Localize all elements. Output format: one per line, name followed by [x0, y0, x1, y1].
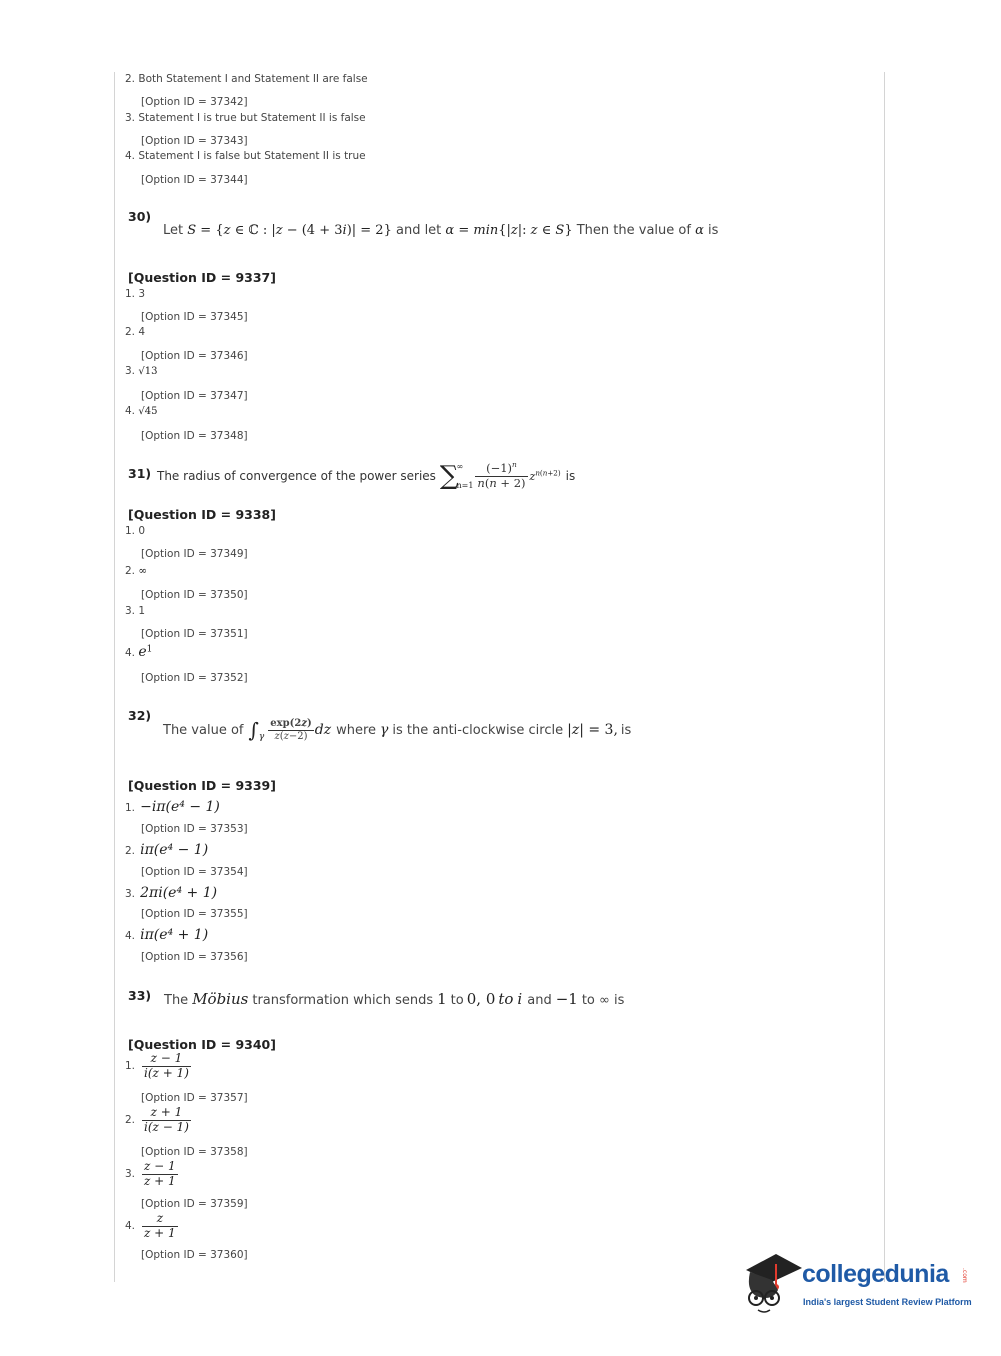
q33-text-to-2: to [498, 990, 514, 1008]
q32-option-3-id: [Option ID = 37355] [141, 908, 248, 920]
option-numerator: z + 1 [150, 1105, 183, 1119]
q32-text [163, 718, 631, 742]
option-number: 2. [125, 326, 136, 338]
q31-sum-upper: ∞ [456, 462, 464, 471]
page-border-right [884, 72, 885, 1282]
q31-power: $z^{n(n+2)}$ [529, 467, 561, 483]
q33-option-2-id: [Option ID = 37358] [141, 1146, 248, 1158]
q33-mobius: Möbius [192, 990, 249, 1008]
option-number: 3. [125, 112, 136, 124]
q32-integrand [268, 718, 313, 742]
q30-text-is: is [708, 223, 719, 238]
option-text: 2πi(e⁴ + 1) [140, 885, 218, 901]
q33-value-zeros: 0, 0 [466, 990, 496, 1008]
q31-question-id: [Question ID = 9338] [128, 507, 276, 522]
q33-text-the: The [164, 993, 189, 1008]
option-number: 4. [125, 930, 136, 942]
q29-option-3 [125, 112, 366, 124]
q30-option-4 [125, 405, 157, 417]
q32-integral-path: γ [258, 732, 265, 742]
q31-term-denominator: n(n + 2) [477, 475, 526, 490]
q31-option-1-id: [Option ID = 37349] [141, 548, 248, 560]
option-text: √13 [138, 366, 158, 377]
q32-integral-sign: ∫ [248, 718, 259, 742]
q31-text-is: is [565, 469, 576, 483]
q32-text-is: is [620, 722, 632, 738]
logo-suffix: .com [961, 1268, 968, 1283]
option-number: 3. [125, 365, 136, 377]
option-text: −iπ(e⁴ − 1) [140, 799, 220, 815]
option-fraction [142, 1106, 191, 1135]
option-number: 4. [125, 647, 136, 659]
q31-sum-symbol: ∑ [439, 461, 459, 491]
option-text: Both Statement I and Statement II are false [138, 73, 368, 85]
q31-term-numerator: $(-1)^n$ [486, 460, 517, 476]
q31-term-fraction [475, 462, 527, 489]
q33-value-one: 1 [437, 990, 447, 1008]
q32-option-4-id: [Option ID = 37356] [141, 951, 248, 963]
option-numerator: z − 1 [144, 1159, 176, 1173]
q33-value-minus-one: −1 [555, 990, 578, 1008]
q31-text [157, 462, 575, 490]
q33-option-1-id: [Option ID = 37357] [141, 1092, 248, 1104]
collegedunia-logo[interactable] [742, 1250, 972, 1322]
q33-option-3 [125, 1160, 178, 1189]
q31-number: 31) [128, 466, 152, 481]
q29-option-4-id: [Option ID = 37344] [141, 174, 248, 186]
option-number: 2. [125, 565, 136, 577]
q33-text [164, 990, 624, 1008]
q31-option-3 [125, 605, 145, 617]
option-number: 4. [125, 405, 136, 417]
option-text: Statement I is false but Statement II is true [138, 150, 366, 162]
q33-question-id: [Question ID = 9340] [128, 1037, 276, 1052]
option-number: 2. [125, 1114, 136, 1127]
q32-text-value: The value of [163, 722, 244, 738]
q30-option-2-id: [Option ID = 37346] [141, 350, 248, 362]
option-text: ∞ [138, 565, 148, 577]
option-exponent: 1 [146, 644, 153, 655]
q30-option-2 [125, 326, 145, 338]
q33-text-to-1: to [450, 993, 464, 1008]
q33-value-i: i [517, 990, 523, 1008]
logo-wordmark: collegedunia [802, 1260, 949, 1288]
option-denominator: i(z + 1) [144, 1065, 189, 1080]
q30-text [163, 223, 718, 238]
q32-dz: dz [314, 722, 332, 738]
page-border-left [114, 72, 115, 1282]
q29-option-4 [125, 150, 366, 162]
option-number: 4. [125, 1220, 136, 1233]
q32-text-where: where [336, 722, 377, 738]
q31-option-4-id: [Option ID = 37352] [141, 672, 248, 684]
q33-text-and: and [527, 993, 552, 1008]
option-text: 0 [138, 525, 146, 537]
option-text: 4 [138, 326, 146, 338]
q32-circle-equation: |z| = 3, [567, 722, 618, 738]
q29-option-2 [125, 73, 368, 85]
q33-option-4 [125, 1212, 178, 1241]
q32-option-2 [125, 839, 208, 858]
q30-number: 30) [128, 209, 152, 224]
q32-option-3 [125, 882, 217, 901]
q33-option-4-id: [Option ID = 37360] [141, 1249, 248, 1261]
q33-option-2 [125, 1106, 191, 1135]
q32-number: 32) [128, 708, 152, 723]
q30-alpha-symbol: α [695, 223, 704, 238]
option-numerator: z − 1 [150, 1051, 183, 1065]
option-fraction [142, 1212, 178, 1241]
option-text: √45 [138, 406, 158, 417]
q31-option-4 [125, 644, 152, 660]
q30-question-id: [Question ID = 9337] [128, 270, 276, 285]
option-denominator: z + 1 [144, 1173, 176, 1188]
q30-alpha-definition: α = min{|z|: z ∈ S} [445, 223, 573, 238]
option-text: iπ(e⁴ + 1) [140, 927, 209, 943]
mascot-icon [742, 1250, 804, 1318]
option-number: 1. [125, 288, 136, 300]
q30-text-andlet: and let [395, 223, 442, 238]
option-number: 2. [125, 845, 136, 857]
q31-option-2-id: [Option ID = 37350] [141, 589, 248, 601]
option-number: 4. [125, 150, 136, 162]
q30-option-3-id: [Option ID = 37347] [141, 390, 248, 402]
option-denominator: z + 1 [144, 1225, 176, 1240]
q33-text-to-inf: to ∞ is [581, 993, 625, 1008]
q33-number: 33) [128, 988, 152, 1003]
option-number: 3. [125, 605, 136, 617]
q31-sum-lower: n=1 [456, 481, 474, 490]
q30-text-let: Let [163, 223, 184, 238]
option-number: 2. [125, 73, 136, 85]
q30-set-definition: S = {z ∈ ℂ : |z − (4 + 3i)| = 2} [187, 223, 392, 238]
q29-option-3-id: [Option ID = 37343] [141, 135, 248, 147]
q33-text-transformation: transformation which sends [252, 993, 434, 1008]
option-number: 1. [125, 802, 136, 814]
q31-option-1 [125, 525, 145, 537]
q30-option-1-id: [Option ID = 37345] [141, 311, 248, 323]
option-text: 3 [138, 288, 146, 300]
q33-option-3-id: [Option ID = 37359] [141, 1198, 248, 1210]
option-number: 1. [125, 1060, 136, 1073]
q30-option-1 [125, 288, 145, 300]
q31-text-main: The radius of convergence of the power series [157, 469, 436, 483]
option-denominator: i(z − 1) [144, 1119, 189, 1134]
q30-option-3 [125, 365, 157, 377]
q32-option-1 [125, 796, 220, 815]
q29-option-2-id: [Option ID = 37342] [141, 96, 248, 108]
q32-text-circle: is the anti-clockwise circle [392, 722, 564, 738]
q30-option-4-id: [Option ID = 37348] [141, 430, 248, 442]
q33-option-1 [125, 1052, 191, 1081]
q32-gamma: γ [380, 722, 389, 738]
q32-integrand-denominator: z(z−2) [268, 730, 313, 743]
q31-sum-limits [456, 462, 473, 490]
q32-option-4 [125, 924, 208, 943]
q32-option-2-id: [Option ID = 37354] [141, 866, 248, 878]
option-numerator: z [156, 1211, 164, 1225]
option-text: Statement I is true but Statement II is false [138, 112, 366, 124]
option-number: 1. [125, 525, 136, 537]
option-number: 3. [125, 1168, 136, 1181]
option-fraction [142, 1160, 178, 1189]
q30-text-then: Then the value of [576, 223, 691, 238]
option-text: 1 [138, 605, 146, 617]
option-text: e [138, 644, 147, 660]
option-text: iπ(e⁴ − 1) [140, 842, 209, 858]
option-fraction [142, 1052, 191, 1081]
q32-option-1-id: [Option ID = 37353] [141, 823, 248, 835]
q31-option-3-id: [Option ID = 37351] [141, 628, 248, 640]
logo-tagline: India's largest Student Review Platform [803, 1297, 972, 1307]
q32-question-id: [Question ID = 9339] [128, 778, 276, 793]
option-number: 3. [125, 888, 136, 900]
q31-option-2 [125, 565, 147, 577]
q32-integrand-numerator: exp(2z) [270, 718, 312, 729]
